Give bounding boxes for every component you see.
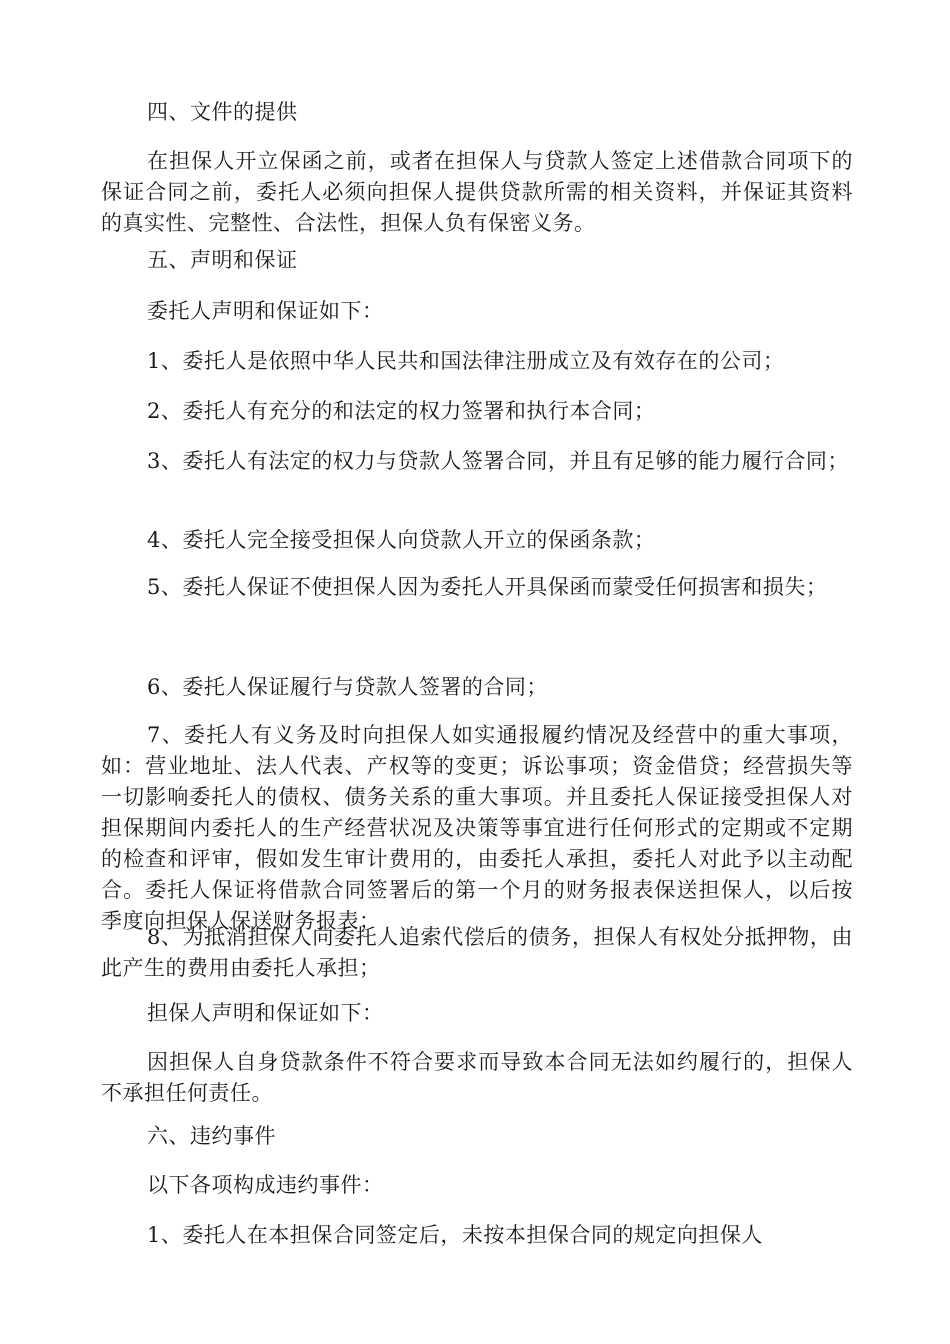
list-item-client-2: 2、委托人有充分的和法定的权力签署和执行本合同； [147,399,656,423]
list-item-client-8: 8、为抵消担保人向委托人追索代偿后的债务，担保人有权处分抵押物，由此产生的费用由委托人承担； [101,925,853,980]
section-heading-declarations: 五、声明和保证 [147,248,298,272]
list-item-client-6: 6、委托人保证履行与贷款人签署的合同； [147,675,548,699]
paragraph-client-declarations-intro: 委托人声明和保证如下： [147,299,384,323]
list-item-client-3: 3、委托人有法定的权力与贷款人签署合同，并且有足够的能力履行合同； [147,449,849,473]
paragraph-guarantor-declarations-intro: 担保人声明和保证如下： [147,1001,384,1025]
section-heading-document-provision: 四、文件的提供 [147,100,298,124]
list-item-client-5: 5、委托人保证不使担保人因为委托人开具保函而蒙受任何损害和损失； [147,575,828,599]
list-item-client-1: 1、委托人是依照中华人民共和国法律注册成立及有效存在的公司； [147,349,785,373]
paragraph-document-provision: 在担保人开立保函之前，或者在担保人与贷款人签定上述借款合同项下的保证合同之前，委托人必须向担保人提供贷款所需的相关资料，并保证其资料的真实性、完整性、合法性，担保人负有保密义务。 [101,149,853,235]
list-item-default-1: 1、委托人在本担保合同签定后，未按本担保合同的规定向担保人 [147,1223,763,1247]
paragraph-default-events-intro: 以下各项构成违约事件： [147,1173,384,1197]
paragraph-guarantor-declaration: 因担保人自身贷款条件不符合要求而导致本合同无法如约履行的，担保人不承担任何责任。 [101,1050,853,1105]
list-item-client-4: 4、委托人完全接受担保人向贷款人开立的保函条款； [147,528,656,552]
section-heading-default-events: 六、违约事件 [147,1124,276,1148]
list-item-client-7: 7、委托人有义务及时向担保人如实通报履约情况及经营中的重大事项，如：营业地址、法人代表、产权等的变更；诉讼事项；资金借贷；经营损失等一切影响委托人的债权、债务关系的重大事项。并且委托人保证接受担保人对担保期间内委托人的生产经营状况及决策等事宜进行任何形式的定期或不定期的检查和评审，假如发生审计费用的，由委托人承担，委托人对此予以主动配合。委托人保证将借款合同签署后的第一个月的财务报表保送担保人，以后按季度向担保人保送财务报表； [101,723,853,933]
